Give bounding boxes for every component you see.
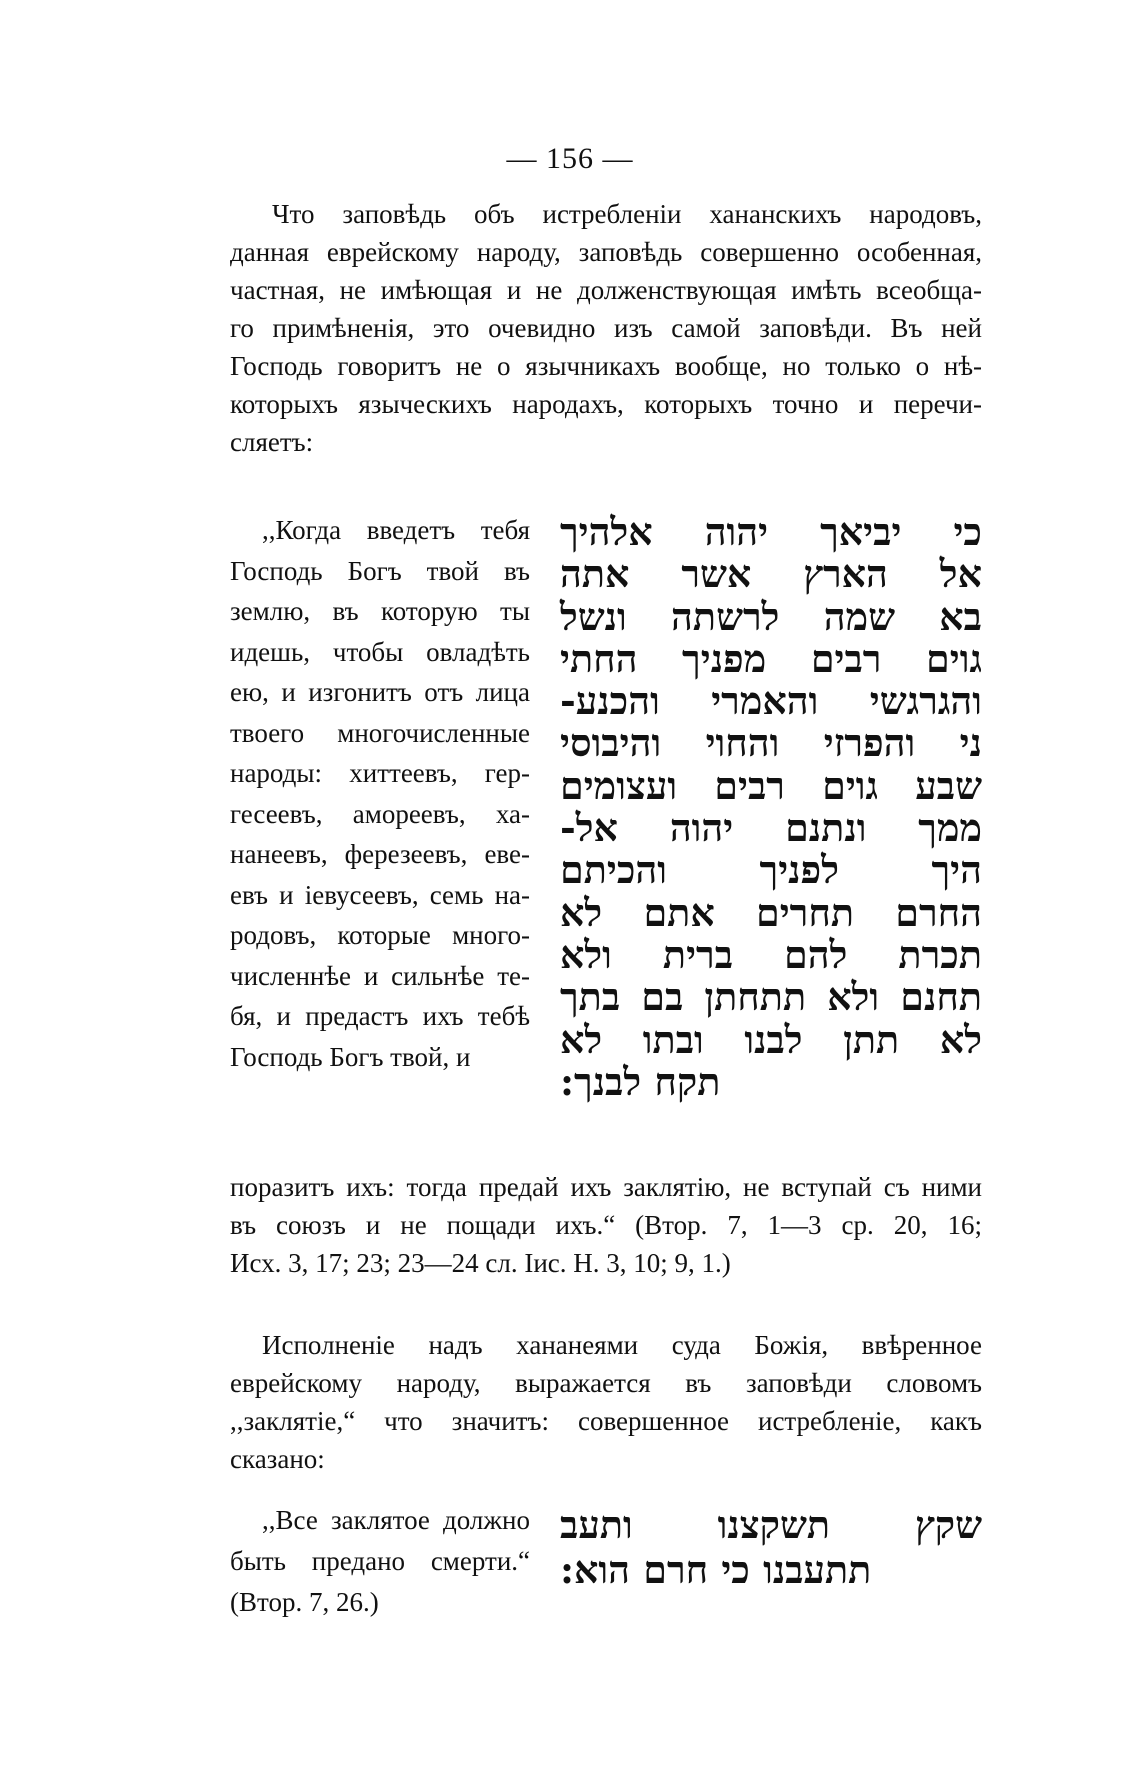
- text-line: данная еврейскому народу, заповѣдь совершенно особенная,: [230, 237, 982, 267]
- text-line: твоего многочисленные: [230, 717, 530, 748]
- hebrew-line: תכרת להם ברית ולא: [560, 931, 982, 977]
- text-line: Что заповѣдь объ истребленіи хананскихъ народовъ,: [272, 199, 982, 229]
- quote1-continuation: [230, 1168, 982, 1282]
- quote2-russian-column: [230, 1500, 530, 1623]
- text-line: евъ и іевусеевъ, семь на-: [230, 879, 530, 910]
- hebrew-line: תתעבנו כי חרם הוא:: [560, 1547, 872, 1592]
- text-line: идешь, чтобы овладѣть: [230, 636, 530, 667]
- hebrew-line: לא תתן לבנו ובתו לא: [560, 1016, 982, 1062]
- text-line: сляетъ:: [230, 427, 314, 457]
- intro-paragraph: [230, 195, 982, 461]
- text-line: гесеевъ, амореевъ, ха-: [230, 798, 530, 829]
- hebrew-line: ממך ונתנם יהוה אל-: [560, 805, 982, 851]
- hebrew-line: החרם תחרים אתם לא: [560, 889, 982, 935]
- text-line: родовъ, которые много-: [230, 920, 530, 950]
- text-line: Господь Богъ твой въ: [230, 555, 530, 586]
- text-line: Исх. 3, 17; 23; 23—24 сл. Іис. Н. 3, 10; 9, 1.): [230, 1248, 731, 1278]
- text-line: ,,Все заклятое должно: [262, 1505, 530, 1535]
- text-line: ,,заклятіе,“ что значитъ: совершенное истребленіе, какъ: [230, 1406, 982, 1436]
- hebrew-line: שקץ תשקצנו ותעב: [560, 1502, 982, 1547]
- text-line: которыхъ языческихъ народахъ, которыхъ точно и перечи-: [230, 389, 982, 419]
- hebrew-line: היך לפניך והכיתם: [560, 847, 982, 893]
- hebrew-line: כי יביאך יהוה אלהיך: [560, 509, 982, 554]
- text-line: Господь говоритъ не о язычникахъ вообще, но только о нѣ-: [230, 351, 982, 381]
- hebrew-line: שבע גוים רבים ועצומים: [560, 762, 982, 808]
- text-line: (Втор. 7, 26.): [230, 1587, 379, 1617]
- text-line: частная, не имѣющая и не долженствующая имѣть всеобща-: [230, 275, 982, 305]
- hebrew-line: תקח לבנך:: [560, 1058, 721, 1104]
- text-line: еврейскому народу, выражается въ заповѣди словомъ: [230, 1368, 982, 1398]
- text-line: поразитъ ихъ: тогда предай ихъ заклятію, не вступай съ ними: [230, 1172, 982, 1202]
- text-line: землю, въ которую ты: [230, 596, 530, 626]
- text-line: сказано:: [230, 1444, 325, 1474]
- hebrew-line: והגרגשי והאמרי והכנע-: [560, 678, 982, 724]
- quote1-hebrew-column: [560, 511, 982, 1103]
- text-line: нанеевъ, ферезеевъ, еве-: [230, 839, 530, 869]
- hebrew-line: תחנם ולא תתחתן בם בתך: [560, 974, 982, 1020]
- second-paragraph: [230, 1326, 982, 1478]
- text-line: бя, и предастъ ихъ тебѣ: [230, 1001, 530, 1031]
- page-number: — 156 —: [506, 142, 634, 175]
- quote2-hebrew-column: [560, 1502, 982, 1592]
- hebrew-line: בא שמה לרשתה ונשל: [560, 593, 982, 639]
- hebrew-line: גוים רבים מפניך החתי: [560, 635, 982, 681]
- text-line: численнѣе и сильнѣе те-: [230, 960, 530, 991]
- text-line: ,,Когда введетъ тебя: [262, 515, 530, 545]
- text-line: ею, и изгонитъ отъ лица: [230, 677, 530, 707]
- text-line: го примѣненія, это очевидно изъ самой заповѣди. Въ ней: [230, 313, 982, 343]
- text-line: въ союзъ и не пощади ихъ.“ (Втор. 7, 1—3 ср. 20, 16;: [230, 1210, 982, 1240]
- text-line: Исполненіе надъ хананеями суда Божія, ввѣренное: [262, 1330, 982, 1360]
- quote1-russian-column: [230, 510, 530, 1077]
- text-line: Господь Богъ твой, и: [230, 1041, 471, 1072]
- text-line: народы: хиттеевъ, гер-: [230, 758, 530, 788]
- text-line: быть предано смерти.“: [230, 1546, 530, 1576]
- hebrew-line: אל הארץ אשר אתה: [560, 551, 982, 597]
- hebrew-line: ני והפרזי והחוי והיבוסי: [560, 720, 982, 766]
